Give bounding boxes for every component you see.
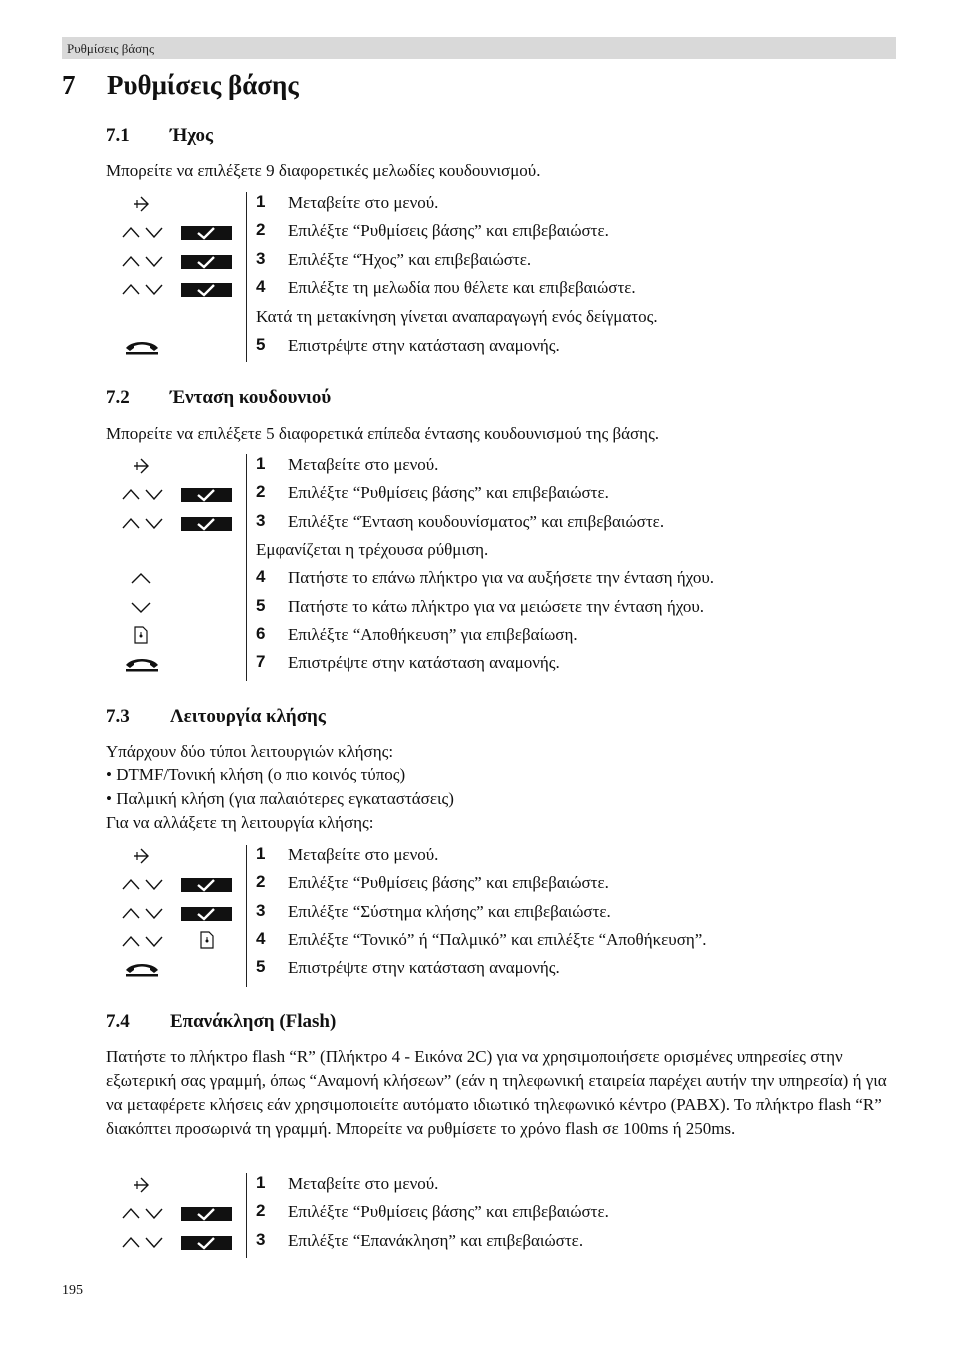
step-text: Επιλέξτε “Ρυθμίσεις βάσης” και επιβεβαιώστε. (288, 221, 609, 240)
step-row (0, 482, 954, 510)
up-down-arrows-icon (122, 1236, 164, 1248)
section-intro-line: Για να αλλάξετε τη λειτουργία κλήσης: (106, 813, 374, 832)
step-row (0, 511, 954, 539)
step-number: 6 (256, 624, 266, 643)
step-number: 3 (256, 901, 266, 920)
step-number: 1 (256, 844, 266, 863)
step-number: 2 (256, 872, 266, 891)
step-text: Επιλέξτε “Επανάκληση” και επιβεβαιώστε. (288, 1231, 584, 1250)
save-icon (133, 626, 149, 644)
step-number: 3 (256, 249, 266, 268)
section-number: 7.1 (106, 125, 130, 146)
step-row (0, 335, 954, 363)
step-text: Επιστρέψτε στην κατάσταση αναμονής. (288, 958, 560, 977)
chapter-number: 7 (62, 70, 76, 100)
step-number: 2 (256, 1201, 266, 1220)
step-row (0, 957, 954, 985)
step-text: Μεταβείτε στο μενού. (288, 455, 439, 474)
running-header-text: Ρυθμίσεις βάσης (67, 41, 155, 56)
step-text: Πατήστε το επάνω πλήκτρο για να αυξήσετε την ένταση ήχου. (288, 568, 714, 587)
step-text: Μεταβείτε στο μενού. (288, 1174, 439, 1193)
step-row (0, 1173, 954, 1201)
up-down-arrows-icon (122, 283, 164, 295)
step-text: Επιλέξτε τη μελωδία που θέλετε και επιβεβαιώστε. (288, 278, 636, 297)
section-number: 7.2 (106, 387, 130, 408)
bullet-item: • Παλμική κλήση (για παλαιότερες εγκαταστάσεις) (106, 789, 454, 808)
section-number: 7.4 (106, 1011, 130, 1032)
up-down-arrows-icon (122, 226, 164, 238)
chapter-title (62, 70, 299, 101)
step-number: 1 (256, 1173, 266, 1192)
menu-icon (131, 456, 153, 476)
step-number: 5 (256, 957, 266, 976)
step-row (0, 929, 954, 957)
up-arrow-icon (130, 571, 152, 585)
step-row (0, 652, 954, 680)
step-number: 4 (256, 277, 266, 296)
section-title (106, 706, 326, 728)
step-text: Επιλέξτε “Ρυθμίσεις βάσης” και επιβεβαιώστε. (288, 873, 609, 892)
save-icon (199, 931, 215, 949)
step-row (0, 872, 954, 900)
step-text: Επιστρέψτε στην κατάσταση αναμονής. (288, 653, 560, 672)
section-title (106, 125, 213, 147)
step-text: Επιλέξτε “Αποθήκευση” για επιβεβαίωση. (288, 625, 578, 644)
ok-check-icon (181, 226, 232, 240)
step-number: 1 (256, 192, 266, 211)
bullet-item: • DTMF/Τονική κλήση (ο πιο κοινός τύπος) (106, 765, 406, 784)
end-call-icon (124, 339, 160, 355)
step-row (0, 454, 954, 482)
step-text: Επιλέξτε “Τονικό” ή “Παλμικό” και επιλέξτε “Αποθήκευση”. (288, 930, 707, 949)
up-down-arrows-icon (122, 488, 164, 500)
step-number: 4 (256, 567, 266, 586)
section-number: 7.3 (106, 706, 130, 727)
step-row (0, 624, 954, 652)
up-down-arrows-icon (122, 517, 164, 529)
step-text: Πατήστε το κάτω πλήκτρο για να μειώσετε την ένταση ήχου. (288, 597, 705, 616)
step-text: Επιλέξτε “Ρυθμίσεις βάσης” και επιβεβαιώστε. (288, 483, 609, 502)
section-intro: Πατήστε το πλήκτρο flash “R” (Πλήκτρο 4 - Εικόνα 2C) για να χρησιμοποιήσετε ορισμένες υπηρεσίες στην εξωτερική σας γραμμή, όπως “Αναμονή κλήσεων” (εάν η τηλεφωνική εταιρεία παρέχει αυτήν την υπηρεσία) ή για να μεταφέρετε κλήσεις εάν χρησιμοποιείτε αυτόματο ιδιωτικό τηλεφωνικό κέντρο (PABX). Το πλήκτρο flash “R” διακόπτει προσωρινά τη γραμμή. Μπορείτε να ρυθμίσετε το χρόνο flash σε 100ms ή 250ms. (106, 1047, 887, 1138)
running-header (62, 37, 896, 59)
menu-icon (131, 194, 153, 214)
section-title (106, 1011, 336, 1033)
step-row (0, 249, 954, 277)
up-down-arrows-icon (122, 907, 164, 919)
step-text: Επιστρέψτε στην κατάσταση αναμονής. (288, 336, 560, 355)
ok-check-icon (181, 1207, 232, 1221)
step-note (0, 539, 954, 567)
down-arrow-icon (130, 600, 152, 614)
step-number: 2 (256, 220, 266, 239)
menu-icon (131, 846, 153, 866)
ok-check-icon (181, 488, 232, 502)
step-text: Επιλέξτε “Ήχος” και επιβεβαιώστε. (288, 250, 532, 269)
menu-icon (131, 1175, 153, 1195)
step-number: 5 (256, 596, 266, 615)
section-intro-line: Υπάρχουν δύο τύποι λειτουργιών κλήσης: (106, 742, 394, 761)
step-number: 4 (256, 929, 266, 948)
up-down-arrows-icon (122, 1207, 164, 1219)
step-row (0, 220, 954, 248)
step-row (0, 277, 954, 305)
end-call-icon (124, 961, 160, 977)
section-title-text: Ήχος (170, 125, 214, 146)
ok-check-icon (181, 517, 232, 531)
step-text: Επιλέξτε “Σύστημα κλήσης” και επιβεβαιώστε. (288, 902, 611, 921)
section-intro: Μπορείτε να επιλέξετε 9 διαφορετικές μελωδίες κουδουνισμού. (106, 161, 541, 180)
step-row (0, 844, 954, 872)
up-down-arrows-icon (122, 878, 164, 890)
step-number: 2 (256, 482, 266, 501)
step-number: 1 (256, 454, 266, 473)
step-row (0, 1230, 954, 1258)
step-text: Μεταβείτε στο μενού. (288, 845, 439, 864)
step-number: 7 (256, 652, 266, 671)
up-down-arrows-icon (122, 935, 164, 947)
step-row (0, 192, 954, 220)
ok-check-icon (181, 1236, 232, 1250)
step-row (0, 567, 954, 595)
ok-check-icon (181, 255, 232, 269)
section-intro: Μπορείτε να επιλέξετε 5 διαφορετικά επίπεδα έντασης κουδουνισμού της βάσης. (106, 424, 660, 443)
step-note-text: Εμφανίζεται η τρέχουσα ρύθμιση. (256, 540, 489, 559)
ok-check-icon (181, 283, 232, 297)
chapter-title-text: Ρυθμίσεις βάσης (107, 70, 299, 100)
section-title-text: Επανάκληση (Flash) (170, 1011, 337, 1032)
step-row (0, 596, 954, 624)
step-row (0, 901, 954, 929)
section-title-text: Ένταση κουδουνιού (170, 387, 332, 408)
step-text: Επιλέξτε “Ρυθμίσεις βάσης” και επιβεβαιώστε. (288, 1202, 609, 1221)
step-number: 3 (256, 1230, 266, 1249)
step-note (0, 306, 954, 334)
ok-check-icon (181, 878, 232, 892)
section-title (106, 387, 331, 409)
step-note-text: Κατά τη μετακίνηση γίνεται αναπαραγωγή ενός δείγματος. (256, 307, 658, 326)
step-row (0, 1201, 954, 1229)
step-text: Επιλέξτε “Ένταση κουδουνίσματος” και επιβεβαιώστε. (288, 512, 665, 531)
up-down-arrows-icon (122, 255, 164, 267)
step-number: 3 (256, 511, 266, 530)
section-title-text: Λειτουργία κλήσης (170, 706, 326, 727)
step-text: Μεταβείτε στο μενού. (288, 193, 439, 212)
end-call-icon (124, 656, 160, 672)
step-number: 5 (256, 335, 266, 354)
ok-check-icon (181, 907, 232, 921)
page-number: 195 (62, 1283, 83, 1298)
